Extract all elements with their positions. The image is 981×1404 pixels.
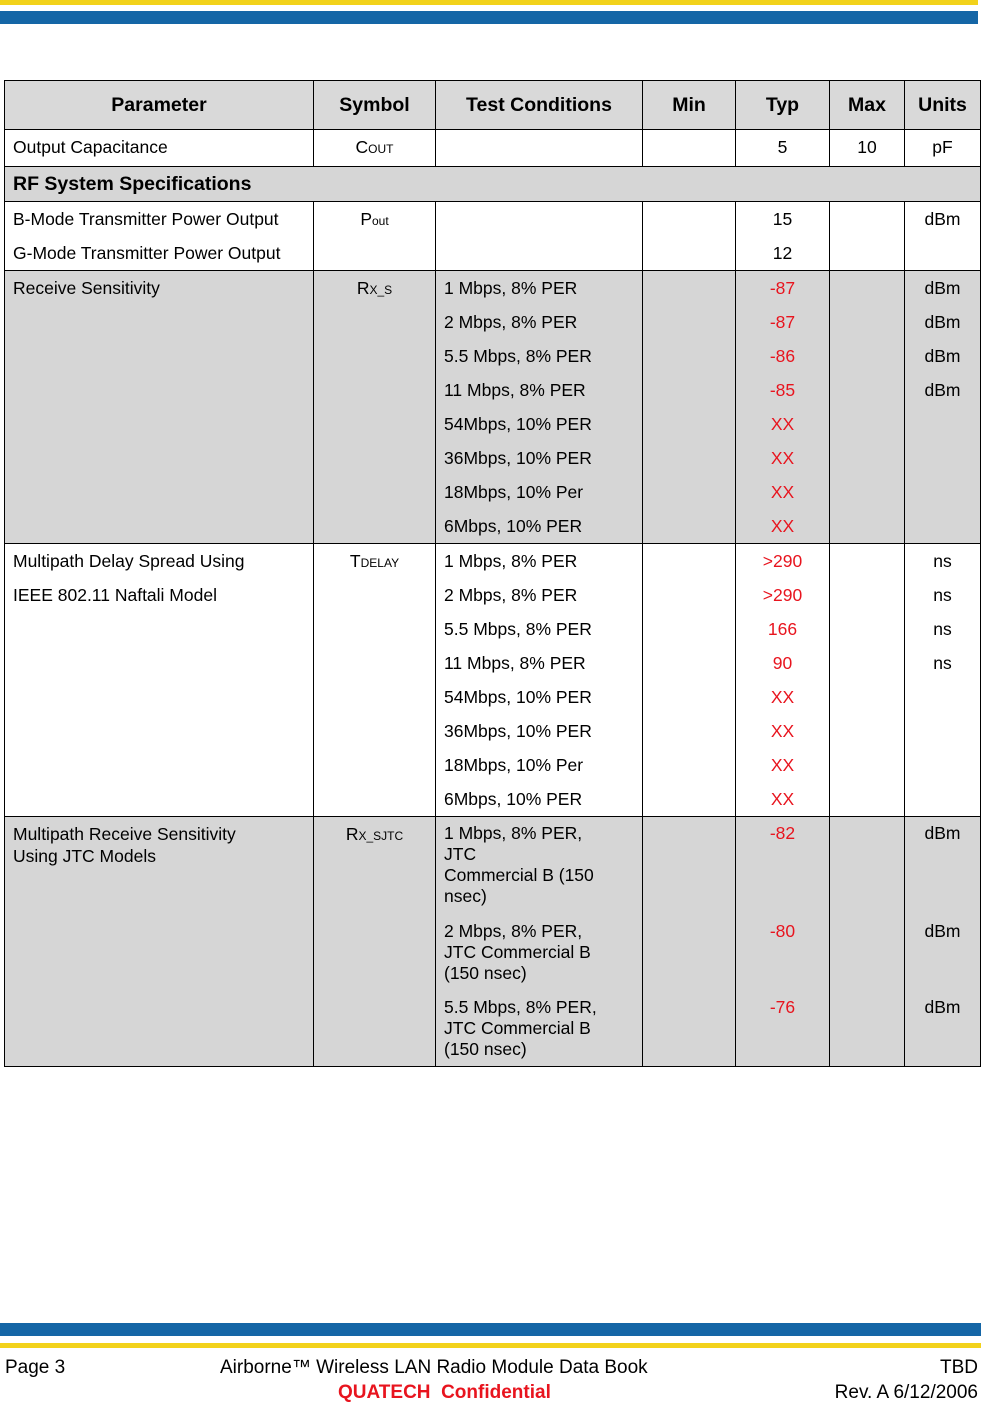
symbol-cell: TDELAY <box>314 544 436 817</box>
conditions-cell <box>436 202 643 271</box>
param-cell: Multipath Receive Sensitivity Using JTC Models <box>5 817 314 1067</box>
conditions-cell <box>436 817 643 1067</box>
jtc-condition-3: 5.5 Mbps, 8% PER, JTC Commercial B (150 nsec) <box>444 997 597 1059</box>
col-symbol: Symbol <box>314 81 436 130</box>
max-cell: 10 <box>830 130 905 167</box>
units-cell: dBm dBm dBm dBm <box>905 271 981 544</box>
typ-cell: >290 >290 166 90 XX XX XX XX <box>736 544 830 817</box>
section-title: RF System Specifications <box>5 167 981 202</box>
conditions-cell: 1 Mbps, 8% PER 2 Mbps, 8% PER 5.5 Mbps, 8% PER 11 Mbps, 8% PER 54Mbps, 10% PER 36Mbps, 10% PER 18Mbps, 10% Per 6Mbps, 10% PER <box>436 544 643 817</box>
table-row <box>5 817 981 1067</box>
symbol-cell: Pout <box>314 202 436 271</box>
spec-table <box>4 80 981 1067</box>
page-number: Page 3 <box>5 1357 66 1378</box>
conditions-cell <box>436 130 643 167</box>
header-yellow-rule <box>0 0 978 5</box>
col-typ: Typ <box>736 81 830 130</box>
param-cell: B-Mode Transmitter Power Output G-Mode Transmitter Power Output <box>5 202 314 271</box>
min-cell <box>643 544 736 817</box>
typ-cell: -82 -80 -76 <box>736 817 830 1067</box>
footer-yellow-rule <box>0 1343 981 1348</box>
typ-cell: -87 -87 -86 -85 XX XX XX XX <box>736 271 830 544</box>
table-row <box>5 130 981 167</box>
min-cell <box>643 202 736 271</box>
table-header-row <box>5 81 981 130</box>
footer-tbd: TBD <box>940 1357 978 1378</box>
max-cell <box>830 271 905 544</box>
max-cell <box>830 202 905 271</box>
param-cell: Receive Sensitivity <box>5 271 314 544</box>
footer-blue-rule <box>0 1323 981 1336</box>
col-min: Min <box>643 81 736 130</box>
col-parameter: Parameter <box>5 81 314 130</box>
conditions-cell: 1 Mbps, 8% PER 2 Mbps, 8% PER 5.5 Mbps, 8% PER 11 Mbps, 8% PER 54Mbps, 10% PER 36Mbps, 10% PER 18Mbps, 10% Per 6Mbps, 10% PER <box>436 271 643 544</box>
document-title: Airborne™ Wireless LAN Radio Module Data Book <box>220 1357 648 1378</box>
section-row <box>5 167 981 202</box>
param-cell: Multipath Delay Spread Using IEEE 802.11 Naftali Model <box>5 544 314 817</box>
header-blue-rule <box>0 11 978 24</box>
jtc-condition-2: 2 Mbps, 8% PER, JTC Commercial B (150 nsec) <box>444 921 591 983</box>
param-cell: Output Capacitance <box>5 130 314 167</box>
symbol-cell: RX_S <box>314 271 436 544</box>
revision-label: Rev. A 6/12/2006 <box>834 1382 978 1403</box>
min-cell <box>643 130 736 167</box>
typ-cell: 15 12 <box>736 202 830 271</box>
max-cell <box>830 817 905 1067</box>
col-max: Max <box>830 81 905 130</box>
max-cell <box>830 544 905 817</box>
col-test-conditions: Test Conditions <box>436 81 643 130</box>
table-row <box>5 271 981 544</box>
min-cell <box>643 271 736 544</box>
confidential-label: QUATECH Confidential <box>338 1382 551 1403</box>
jtc-condition-1: 1 Mbps, 8% PER, JTC Commercial B (150 nsec) <box>444 823 594 906</box>
symbol-cell: COUT <box>314 130 436 167</box>
symbol-cell: RX_SJTC <box>314 817 436 1067</box>
units-cell: dBm dBm dBm <box>905 817 981 1067</box>
col-units: Units <box>905 81 981 130</box>
table-row <box>5 202 981 271</box>
typ-cell: 5 <box>736 130 830 167</box>
table-row <box>5 544 981 817</box>
units-cell: pF <box>905 130 981 167</box>
min-cell <box>643 817 736 1067</box>
units-cell: dBm <box>905 202 981 271</box>
units-cell: ns ns ns ns <box>905 544 981 817</box>
